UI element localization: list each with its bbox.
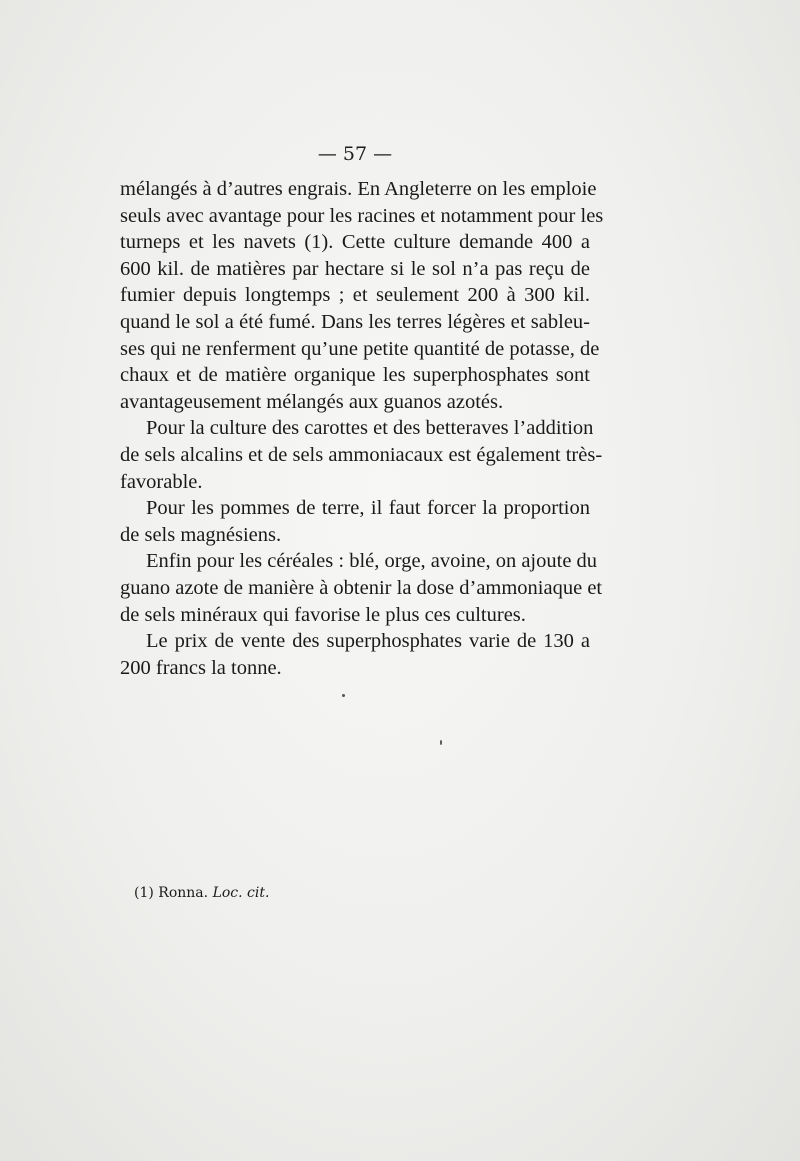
text-line: de sels alcalins et de sels ammoniacaux est également très-: [120, 443, 603, 466]
ink-speck: [342, 694, 345, 697]
text-line: Le prix de vente des superphosphates varie de 130 a: [146, 630, 590, 653]
text-line: Pour les pommes de terre, il faut forcer la proportion: [146, 497, 590, 520]
body-text: [120, 176, 604, 681]
text-line: mélangés à d’autres engrais. En Angleterre on les emploie: [120, 178, 597, 200]
text-line: guano azote de manière à obtenir la dose d’ammoniaque et: [120, 576, 603, 599]
text-line: de sels minéraux qui favorise le plus ces cultures.: [120, 603, 526, 626]
text-line: ses qui ne renferment qu’une petite quantité de potasse, de: [120, 337, 600, 360]
text-line: 200 francs la tonne.: [120, 656, 282, 679]
footnote-marker: (1): [134, 885, 154, 901]
text-line: turneps et les navets (1). Cette culture demande 400 a: [120, 231, 590, 254]
text-line: fumier depuis longtemps ; et seulement 200 à 300 kil.: [120, 284, 590, 307]
text-line: Pour la culture des carottes et des betteraves l’addition: [146, 417, 594, 440]
text-line: Enfin pour les céréales : blé, orge, avoine, on ajoute du: [146, 550, 598, 573]
text-line: de sels magnésiens.: [120, 523, 282, 546]
page-number: — 57 —: [317, 143, 393, 165]
text-line: 600 kil. de matières par hectare si le sol n’a pas reçu de: [120, 257, 590, 280]
ink-speck: [440, 740, 442, 745]
text-line: seuls avec avantage pour les racines et notamment pour les: [120, 204, 604, 227]
text-line: favorable.: [120, 470, 203, 493]
text-line: quand le sol a été fumé. Dans les terres légères et sableu-: [120, 310, 590, 333]
footnote-author: Ronna.: [158, 885, 209, 901]
footnote: [134, 885, 269, 901]
text-line: avantageusement mélangés aux guanos azotés.: [120, 390, 504, 413]
text-line: chaux et de matière organique les superphosphates sont: [120, 364, 590, 387]
footnote-source: Loc. cit.: [212, 885, 270, 901]
